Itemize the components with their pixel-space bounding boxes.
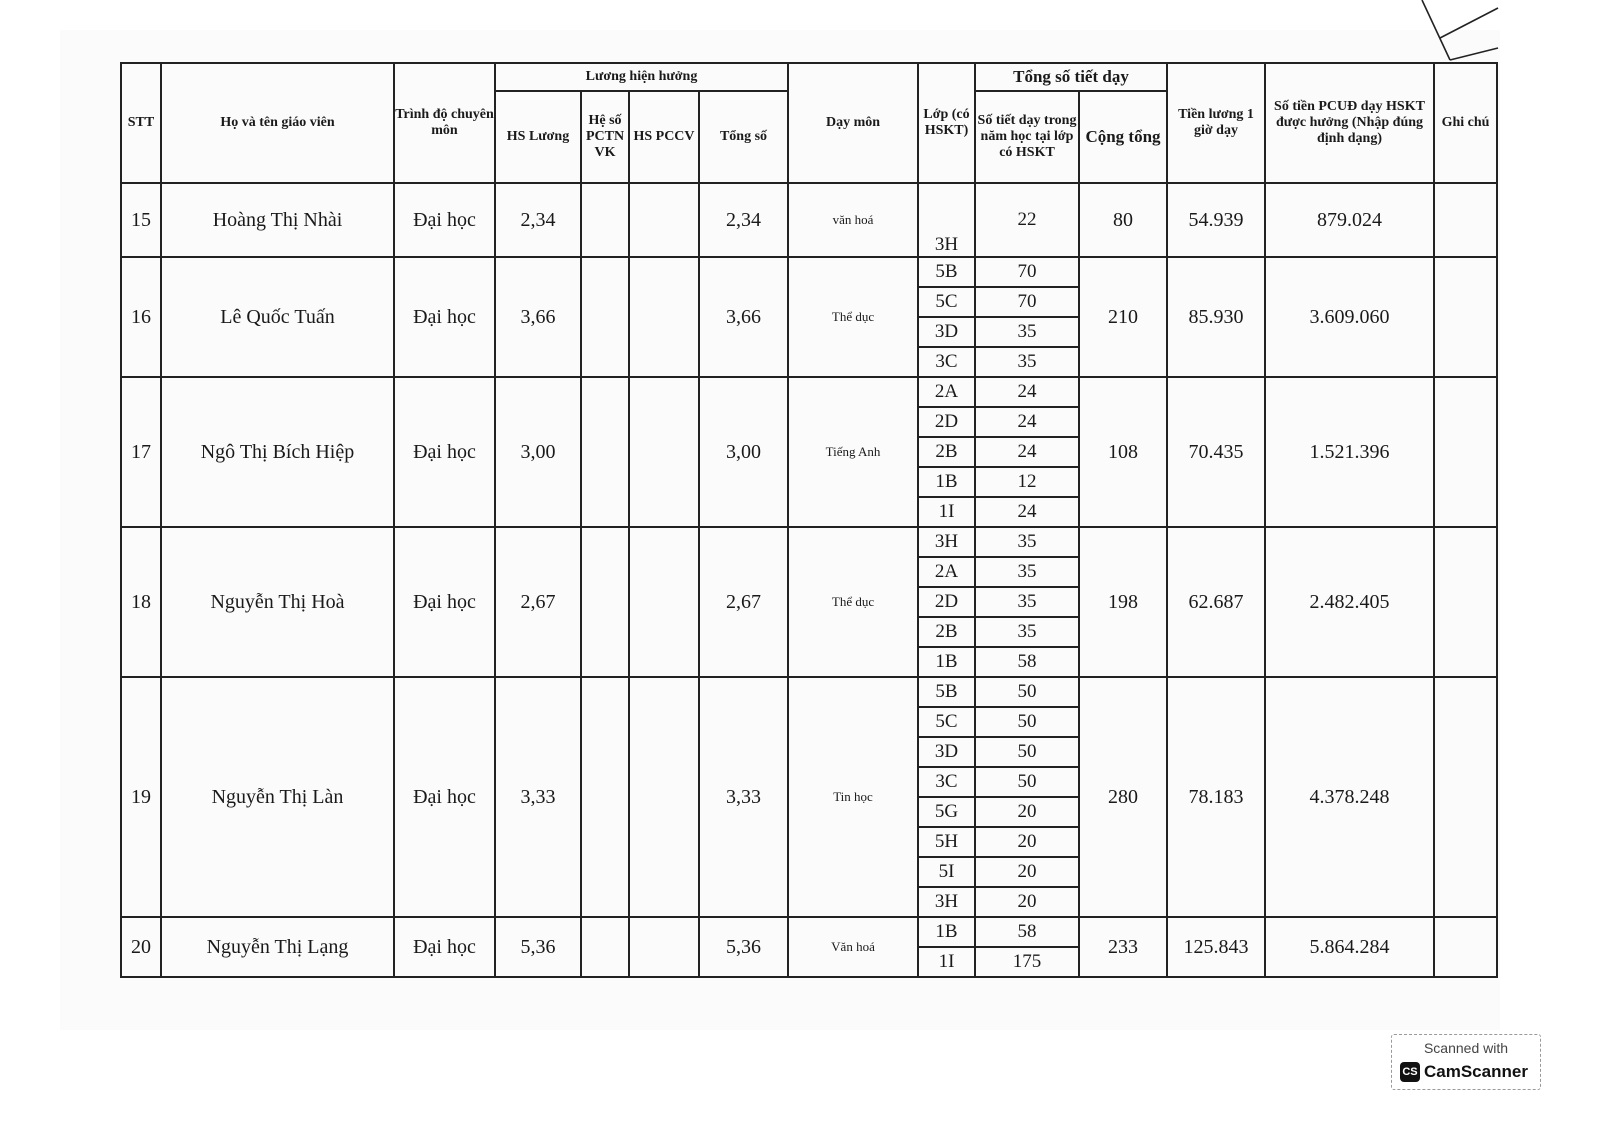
periods-cell: 58 — [975, 647, 1079, 677]
class-cell: 5C — [918, 287, 975, 317]
allowance-table — [120, 62, 1498, 978]
total-cell: 198 — [1079, 527, 1167, 677]
class-cell: 1I — [918, 947, 975, 977]
qualification-cell: Đại học — [394, 183, 495, 257]
periods-cell: 70 — [975, 287, 1079, 317]
header-tong-so: Tổng số — [699, 91, 788, 183]
qualification-cell: Đại học — [394, 377, 495, 527]
pccv-cell — [629, 377, 699, 527]
class-cell: 1B — [918, 917, 975, 947]
teacher-name-cell: Lê Quốc Tuấn — [161, 257, 394, 377]
subject-cell: Thể dục — [788, 257, 918, 377]
class-cell: 5I — [918, 857, 975, 887]
periods-cell: 35 — [975, 527, 1079, 557]
periods-cell: 70 — [975, 257, 1079, 287]
teacher-name-cell: Nguyễn Thị Lạng — [161, 917, 394, 977]
pctn-cell — [581, 677, 629, 917]
periods-cell: 35 — [975, 347, 1079, 377]
header-periods: Số tiết dạy trong năm học tại lớp có HSKT — [975, 91, 1079, 183]
hourly-cell: 54.939 — [1167, 183, 1265, 257]
periods-cell: 50 — [975, 677, 1079, 707]
header-allowance: Số tiền PCUĐ dạy HSKT được hưởng (Nhập đúng định dạng) — [1265, 63, 1434, 183]
subject-cell: văn hoá — [788, 183, 918, 257]
table-row — [121, 183, 1497, 257]
tong-so-cell: 3,66 — [699, 257, 788, 377]
teacher-name-cell: Nguyễn Thị Làn — [161, 677, 394, 917]
allowance-cell: 879.024 — [1265, 183, 1434, 257]
pccv-cell — [629, 677, 699, 917]
table-row — [121, 677, 1497, 707]
class-cell: 5B — [918, 677, 975, 707]
note-cell — [1434, 377, 1497, 527]
header-pccv: HS PCCV — [629, 91, 699, 183]
class-cell: 2B — [918, 437, 975, 467]
class-cell: 2A — [918, 557, 975, 587]
periods-cell: 35 — [975, 587, 1079, 617]
pctn-cell — [581, 183, 629, 257]
total-cell: 108 — [1079, 377, 1167, 527]
periods-cell: 24 — [975, 437, 1079, 467]
periods-cell: 20 — [975, 857, 1079, 887]
subject-cell: Văn hoá — [788, 917, 918, 977]
periods-cell: 35 — [975, 557, 1079, 587]
class-cell: 3D — [918, 317, 975, 347]
periods-cell: 22 — [975, 183, 1079, 257]
class-cell: 5C — [918, 707, 975, 737]
header-pctn: Hệ số PCTN VK — [581, 91, 629, 183]
qualification-cell: Đại học — [394, 527, 495, 677]
allowance-cell: 5.864.284 — [1265, 917, 1434, 977]
class-cell: 3H — [918, 527, 975, 557]
header-note: Ghi chú — [1434, 63, 1497, 183]
header-stt: STT — [121, 63, 161, 183]
periods-cell: 50 — [975, 767, 1079, 797]
pctn-cell — [581, 377, 629, 527]
allowance-cell: 2.482.405 — [1265, 527, 1434, 677]
note-cell — [1434, 527, 1497, 677]
stt-cell: 18 — [121, 527, 161, 677]
total-cell: 210 — [1079, 257, 1167, 377]
watermark-caption: Scanned with — [1423, 1040, 1509, 1056]
total-cell: 280 — [1079, 677, 1167, 917]
periods-cell: 35 — [975, 317, 1079, 347]
qualification-cell: Đại học — [394, 257, 495, 377]
periods-cell: 20 — [975, 887, 1079, 917]
class-cell: 3C — [918, 347, 975, 377]
tong-so-cell: 3,33 — [699, 677, 788, 917]
periods-cell: 58 — [975, 917, 1079, 947]
hs-luong-cell: 3,66 — [495, 257, 581, 377]
class-cell: 2B — [918, 617, 975, 647]
class-cell: 3C — [918, 767, 975, 797]
class-cell: 2D — [918, 407, 975, 437]
camscanner-logo-icon: CS — [1400, 1062, 1420, 1082]
hourly-cell: 125.843 — [1167, 917, 1265, 977]
periods-cell: 24 — [975, 407, 1079, 437]
pctn-cell — [581, 527, 629, 677]
total-cell: 80 — [1079, 183, 1167, 257]
class-cell: 1I — [918, 497, 975, 527]
allowance-cell: 4.378.248 — [1265, 677, 1434, 917]
subject-cell: Thể dục — [788, 527, 918, 677]
hourly-cell: 78.183 — [1167, 677, 1265, 917]
pctn-cell — [581, 257, 629, 377]
allowance-cell: 3.609.060 — [1265, 257, 1434, 377]
header-qualification: Trình độ chuyên môn — [394, 63, 495, 183]
hs-luong-cell: 2,34 — [495, 183, 581, 257]
periods-cell: 20 — [975, 797, 1079, 827]
table-header — [121, 63, 1497, 183]
stt-cell: 16 — [121, 257, 161, 377]
class-cell: 1B — [918, 647, 975, 677]
allowance-cell: 1.521.396 — [1265, 377, 1434, 527]
teacher-name-cell: Nguyễn Thị Hoà — [161, 527, 394, 677]
tong-so-cell: 3,00 — [699, 377, 788, 527]
pccv-cell — [629, 257, 699, 377]
pccv-cell — [629, 183, 699, 257]
periods-cell: 24 — [975, 497, 1079, 527]
hs-luong-cell: 5,36 — [495, 917, 581, 977]
teacher-name-cell: Ngô Thị Bích Hiệp — [161, 377, 394, 527]
class-cell: 2A — [918, 377, 975, 407]
tong-so-cell: 2,67 — [699, 527, 788, 677]
hs-luong-cell: 3,00 — [495, 377, 581, 527]
table-row — [121, 257, 1497, 287]
tong-so-cell: 5,36 — [699, 917, 788, 977]
class-cell: 3D — [918, 737, 975, 767]
header-periods-group: Tổng số tiết dạy — [975, 63, 1167, 91]
class-cell: 5G — [918, 797, 975, 827]
header-salary-group: Lương hiện hưởng — [495, 63, 788, 91]
table-body — [121, 183, 1497, 977]
pccv-cell — [629, 917, 699, 977]
class-cell: 5B — [918, 257, 975, 287]
class-cell: 5H — [918, 827, 975, 857]
note-cell — [1434, 917, 1497, 977]
class-cell: 3H — [918, 887, 975, 917]
stt-cell: 19 — [121, 677, 161, 917]
hs-luong-cell: 2,67 — [495, 527, 581, 677]
header-hs-luong: HS Lương — [495, 91, 581, 183]
note-cell — [1434, 257, 1497, 377]
pctn-cell — [581, 917, 629, 977]
header-hourly: Tiền lương 1 giờ dạy — [1167, 63, 1265, 183]
total-cell: 233 — [1079, 917, 1167, 977]
subject-cell: Tiếng Anh — [788, 377, 918, 527]
periods-cell: 35 — [975, 617, 1079, 647]
class-cell: 3H — [918, 183, 975, 257]
stt-cell: 20 — [121, 917, 161, 977]
hourly-cell: 62.687 — [1167, 527, 1265, 677]
camscanner-watermark — [1391, 1034, 1541, 1090]
class-cell: 2D — [918, 587, 975, 617]
hs-luong-cell: 3,33 — [495, 677, 581, 917]
hourly-cell: 70.435 — [1167, 377, 1265, 527]
periods-cell: 50 — [975, 707, 1079, 737]
periods-cell: 20 — [975, 827, 1079, 857]
table-row — [121, 527, 1497, 557]
subject-cell: Tin học — [788, 677, 918, 917]
teacher-name-cell: Hoàng Thị Nhài — [161, 183, 394, 257]
header-subject: Dạy môn — [788, 63, 918, 183]
periods-cell: 12 — [975, 467, 1079, 497]
note-cell — [1434, 183, 1497, 257]
header-name: Họ và tên giáo viên — [161, 63, 394, 183]
hourly-cell: 85.930 — [1167, 257, 1265, 377]
header-total: Cộng tổng — [1079, 91, 1167, 183]
tong-so-cell: 2,34 — [699, 183, 788, 257]
qualification-cell: Đại học — [394, 677, 495, 917]
table-row — [121, 377, 1497, 407]
header-class: Lớp (có HSKT) — [918, 63, 975, 183]
note-cell — [1434, 677, 1497, 917]
watermark-brand: CamScanner — [1424, 1062, 1528, 1081]
periods-cell: 50 — [975, 737, 1079, 767]
class-cell: 1B — [918, 467, 975, 497]
stt-cell: 15 — [121, 183, 161, 257]
table-row — [121, 917, 1497, 947]
qualification-cell: Đại học — [394, 917, 495, 977]
pccv-cell — [629, 527, 699, 677]
periods-cell: 175 — [975, 947, 1079, 977]
periods-cell: 24 — [975, 377, 1079, 407]
stt-cell: 17 — [121, 377, 161, 527]
